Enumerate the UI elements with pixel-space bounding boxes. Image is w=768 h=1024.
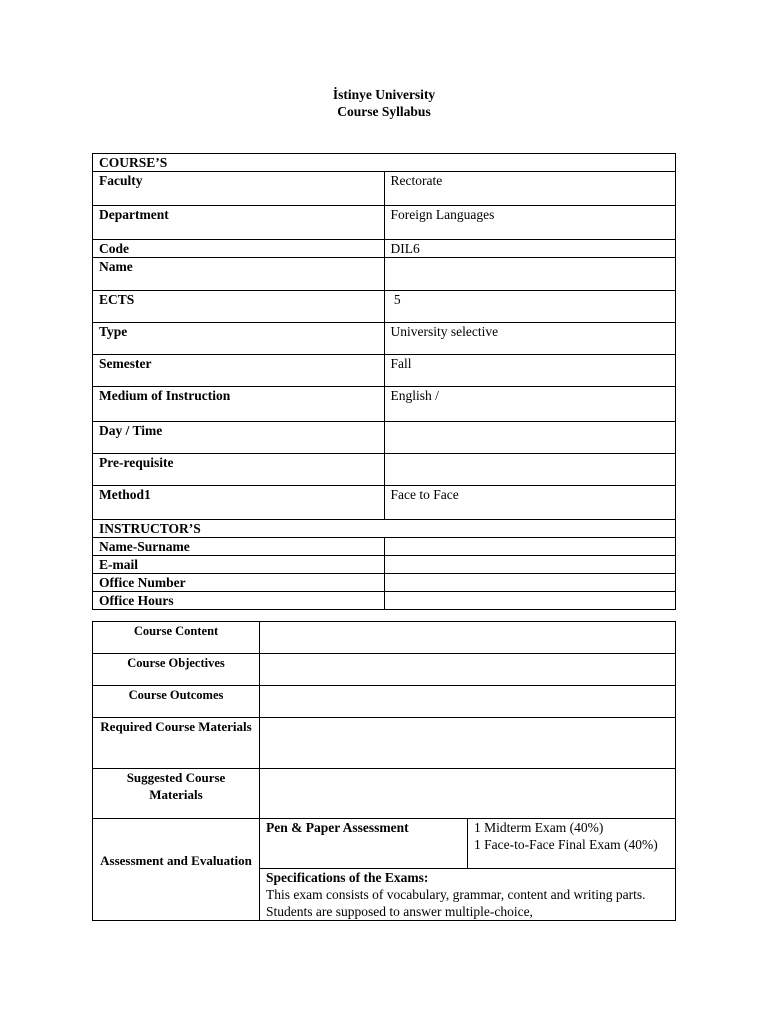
name-value [384, 258, 676, 291]
code-value: DIL6 [384, 240, 676, 258]
ects-label: ECTS [93, 291, 385, 323]
course-outcomes-label: Course Outcomes [93, 686, 260, 718]
office-hours-value [384, 592, 676, 610]
instructor-section-heading: INSTRUCTOR’S [93, 520, 676, 538]
final-exam-line: 1 Face-to-Face Final Exam (40%) [474, 837, 658, 852]
required-materials-value [260, 718, 676, 769]
method-value: Face to Face [384, 486, 676, 520]
exam-list [468, 819, 676, 869]
email-label: E-mail [93, 556, 385, 574]
email-value [384, 556, 676, 574]
semester-value: Fall [384, 355, 676, 387]
office-number-label: Office Number [93, 574, 385, 592]
semester-label: Semester [93, 355, 385, 387]
document-title: Course Syllabus [337, 104, 431, 119]
specifications-title: Specifications of the Exams: [266, 870, 429, 885]
method-label: Method1 [93, 486, 385, 520]
office-number-value [384, 574, 676, 592]
midterm-exam-line: 1 Midterm Exam (40%) [474, 820, 604, 835]
code-label: Code [93, 240, 385, 258]
ects-value: 5 [384, 291, 676, 323]
suggested-materials-value [260, 769, 676, 819]
course-content-value [260, 622, 676, 654]
faculty-label: Faculty [93, 172, 385, 206]
department-value: Foreign Languages [384, 206, 676, 240]
office-hours-label: Office Hours [93, 592, 385, 610]
pen-paper-label: Pen & Paper Assessment [260, 819, 468, 869]
type-value: University selective [384, 323, 676, 355]
course-objectives-value [260, 654, 676, 686]
specifications-text: This exam consists of vocabulary, grammar, content and writing parts. Students are supposed to answer multiple-choice, [266, 887, 646, 919]
name-label: Name [93, 258, 385, 291]
assessment-label: Assessment and Evaluation [93, 819, 260, 921]
department-label: Department [93, 206, 385, 240]
instructor-name-value [384, 538, 676, 556]
faculty-value: Rectorate [384, 172, 676, 206]
medium-label: Medium of Instruction [93, 387, 385, 422]
prerequisite-value [384, 454, 676, 486]
university-name: İstinye University [332, 87, 436, 102]
course-content-table [92, 621, 676, 921]
day-time-label: Day / Time [93, 422, 385, 454]
suggested-materials-label: Suggested Course Materials [93, 769, 260, 819]
course-section-heading: COURSE’S [93, 154, 676, 172]
day-time-value [384, 422, 676, 454]
required-materials-label: Required Course Materials [93, 718, 260, 769]
exam-specifications [260, 869, 676, 921]
medium-value: English / [384, 387, 676, 422]
prerequisite-label: Pre-requisite [93, 454, 385, 486]
course-info-table [92, 153, 676, 610]
instructor-name-label: Name-Surname [93, 538, 385, 556]
type-label: Type [93, 323, 385, 355]
page-title [0, 86, 768, 120]
course-content-label: Course Content [93, 622, 260, 654]
course-objectives-label: Course Objectives [93, 654, 260, 686]
course-outcomes-value [260, 686, 676, 718]
